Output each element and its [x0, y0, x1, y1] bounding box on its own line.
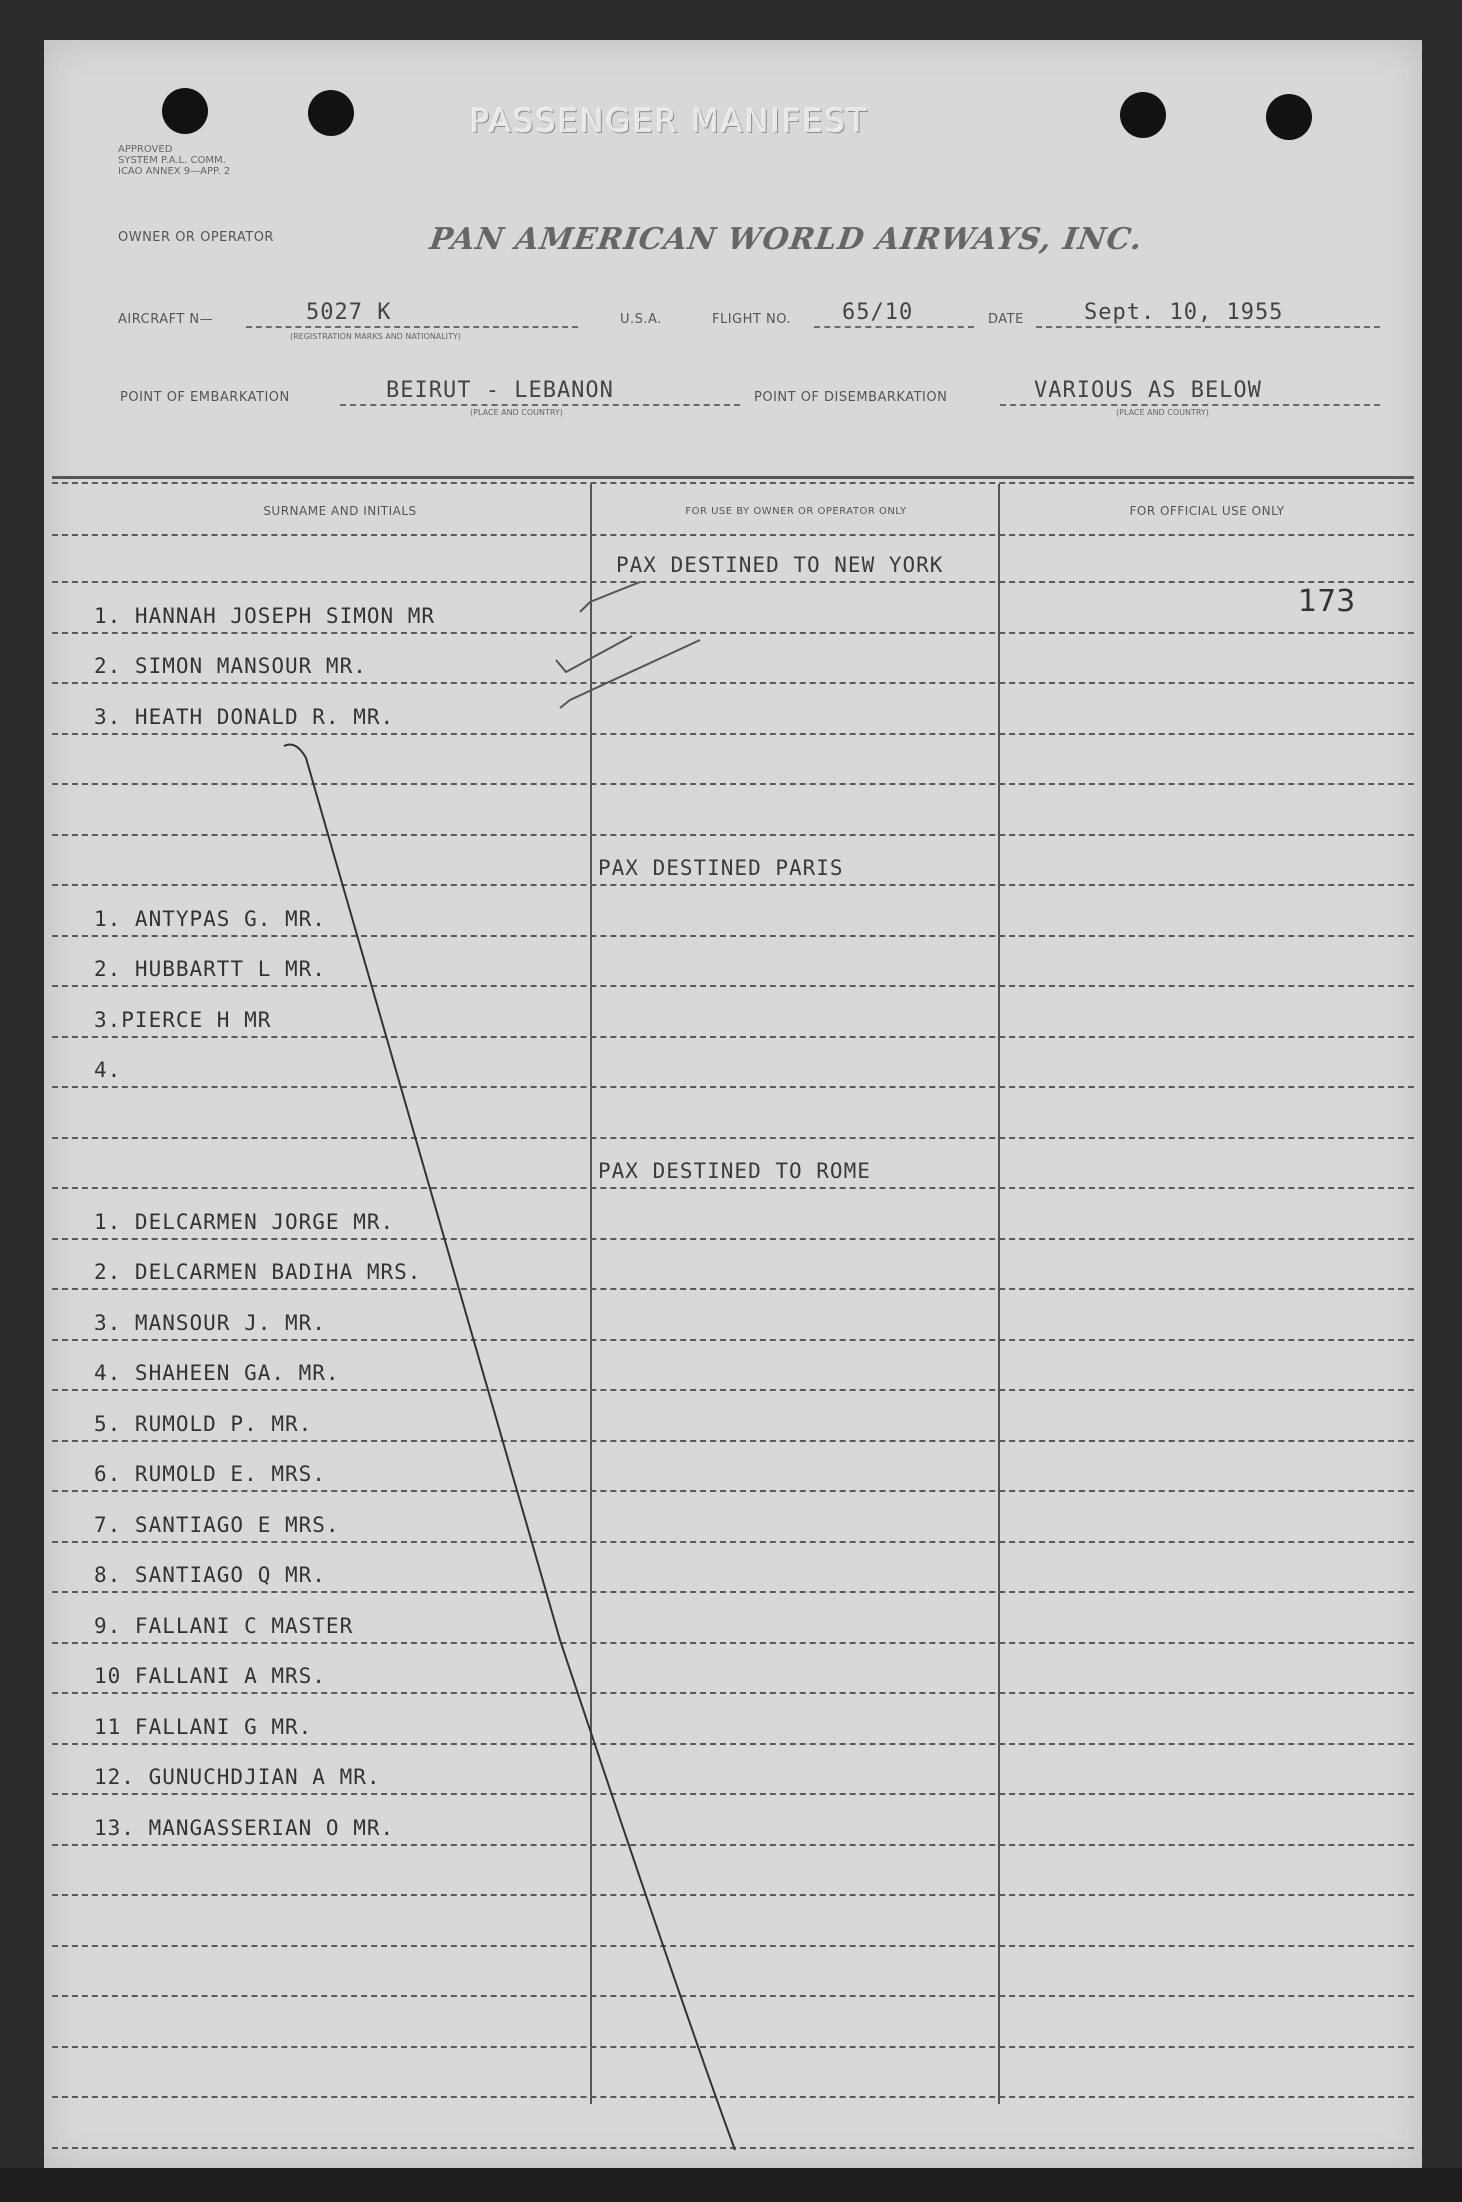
flight-label: FLIGHT NO.	[712, 312, 792, 327]
passenger-entry: 4. SHAHEEN GA. MR.	[94, 1361, 340, 1385]
passenger-entry: 4.	[94, 1058, 122, 1082]
passenger-entry: 1. ANTYPAS G. MR.	[94, 906, 326, 931]
pen-stroke	[284, 745, 735, 2151]
destination-heading: PAX DESTINED TO NEW YORK	[616, 553, 944, 577]
aircraft-label: AIRCRAFT N—	[118, 312, 214, 327]
approval-line: ICAO ANNEX 9—APP. 2	[118, 166, 231, 177]
scan-edge	[0, 2168, 1462, 2202]
destination-heading: PAX DESTINED PARIS	[598, 856, 844, 880]
check-mark	[556, 636, 632, 672]
passenger-entry: 8. SANTIAGO Q MR.	[94, 1563, 326, 1587]
disembark-label: POINT OF DISEMBARKATION	[754, 390, 948, 405]
column-header-operator: FOR USE BY OWNER OR OPERATOR ONLY	[685, 506, 907, 517]
passenger-entry: 2. DELCARMEN BADIHA MRS.	[94, 1260, 422, 1284]
aircraft-value: 5027 K	[306, 300, 392, 325]
official-number: 173	[1298, 584, 1356, 619]
check-mark	[580, 582, 640, 612]
disembark-sublabel: (PLACE AND COUNTRY)	[1116, 408, 1209, 417]
form-title: PASSENGER MANIFEST	[470, 102, 869, 140]
date-value: Sept. 10, 1955	[1084, 300, 1284, 325]
passenger-entry: 2. HUBBARTT L MR.	[94, 957, 326, 981]
usa-label: U.S.A.	[620, 312, 662, 327]
approval-line: APPROVED	[118, 144, 173, 155]
passenger-entry: 7. SANTIAGO E MRS.	[94, 1512, 340, 1537]
passenger-entry: 3.PIERCE H MR	[94, 1007, 272, 1032]
date-label: DATE	[988, 312, 1024, 327]
flight-value: 65/10	[842, 300, 914, 325]
embark-sublabel: (PLACE AND COUNTRY)	[470, 408, 563, 417]
passenger-entry: 2. SIMON MANSOUR MR.	[94, 654, 367, 678]
embark-value: BEIRUT - LEBANON	[386, 378, 614, 403]
passenger-entry: 6. RUMOLD E. MRS.	[94, 1462, 326, 1486]
destination-heading: PAX DESTINED TO ROME	[598, 1159, 871, 1183]
aircraft-sublabel: (REGISTRATION MARKS AND NATIONALITY)	[290, 332, 461, 341]
passenger-entry: 10 FALLANI A MRS.	[94, 1664, 326, 1688]
passenger-entry: 1. DELCARMEN JORGE MR.	[94, 1209, 395, 1234]
passenger-entry: 3. HEATH DONALD R. MR.	[94, 704, 395, 729]
check-mark	[560, 640, 700, 708]
operator-name: PAN AMERICAN WORLD AIRWAYS, INC.	[427, 222, 1145, 257]
embark-label: POINT OF EMBARKATION	[120, 390, 290, 405]
passenger-entry: 3. MANSOUR J. MR.	[94, 1310, 326, 1335]
passenger-entry: 13. MANGASSERIAN O MR.	[94, 1815, 395, 1840]
passenger-entry: 11 FALLANI G MR.	[94, 1714, 313, 1739]
owner-label: OWNER OR OPERATOR	[118, 230, 274, 245]
approval-line: SYSTEM P.A.L. COMM.	[118, 155, 226, 166]
passenger-entry: 12. GUNUCHDJIAN A MR.	[94, 1765, 381, 1789]
disembark-value: VARIOUS AS BELOW	[1034, 378, 1262, 403]
column-header-official: FOR OFFICIAL USE ONLY	[1129, 504, 1285, 518]
passenger-entry: 5. RUMOLD P. MR.	[94, 1411, 313, 1436]
column-header-surname: SURNAME AND INITIALS	[263, 504, 417, 518]
passenger-entry: 9. FALLANI C MASTER	[94, 1613, 354, 1638]
passenger-entry: 1. HANNAH JOSEPH SIMON MR	[94, 603, 436, 628]
